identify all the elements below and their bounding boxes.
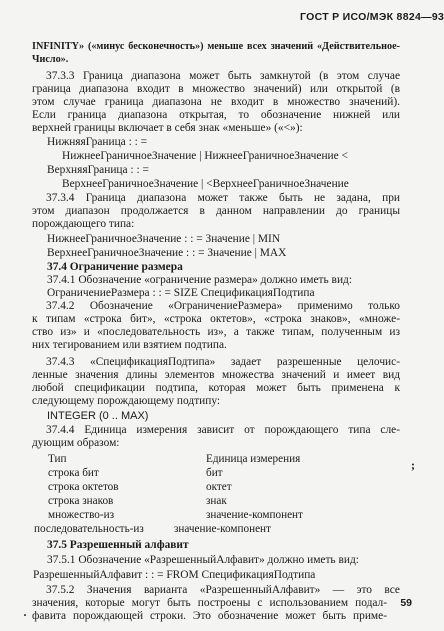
table-cell: бит — [206, 467, 223, 479]
text-line: 37.4.3 «СпецификацияПодтипа» задает разрешенные целочис- — [46, 356, 400, 368]
text-line: 37.5.1 Обозначение «РазрешенныйАлфавит» должно иметь вид: — [47, 554, 359, 566]
table-cell: строка бит — [48, 467, 99, 479]
text-line: INFINITY» («минус бесконечность») меньше всех значений «Действительное- — [32, 41, 400, 52]
text-line: 37.4.2 Обозначение «ОграничениеРазмера» применимо только — [46, 300, 400, 312]
text-line: к типам «строка бит», «строка октетов», «строка знаков», «множе- — [32, 313, 400, 325]
text-line: верхней границы включает в себя знак «меньше» («<»): — [32, 122, 303, 134]
text-line: 37.3.3 Граница диапазона может быть замкнутой (в этом случае — [46, 70, 400, 82]
formula-line: ОграничениеРазмера : : = SIZE СпецификацияПодтипа — [47, 287, 315, 299]
table-header-unit: Единица измерения — [206, 453, 301, 465]
formula-line: РазрешенныйАлфавит : : = FROM СпецификацияПодтипа — [33, 569, 316, 581]
table-cell: множество-из — [48, 509, 114, 521]
formula-line: INTEGER (0 .. MAX) — [47, 410, 149, 422]
text-line: Если граница диапазона открытая, то обозначение нижней или — [32, 109, 400, 121]
text-line: дующим образом: — [32, 437, 120, 449]
table-cell: строка октетов — [48, 481, 119, 493]
text-line: этом диапазон продолжается в данном направлении до границы — [32, 205, 400, 217]
text-line: 37.4.1 Обозначение «ограничение размера» должно иметь вид: — [47, 274, 352, 286]
section-heading: 37.4 Ограничение размера — [47, 261, 183, 273]
margin-mark: ; — [411, 458, 415, 472]
table-cell: значение-компонент — [174, 523, 271, 535]
text-line: ство из» и «последовательность из», а также типам, полученным из — [32, 326, 400, 338]
text-line: 37.5.2 Значения варианта «РазрешенныйАлфавит» — это все — [46, 584, 400, 596]
text-line: этом случае граница диапазона не входит в множество значений). — [32, 96, 400, 108]
table-cell: октет — [206, 481, 232, 493]
text-line: граница диапазона входит в множество значений) или открытой (в — [32, 83, 400, 95]
text-line: фавита порождающей строки. Это обозначение может быть приме- — [32, 610, 387, 622]
text-line: 37.4.4 Единица измерения зависит от порождающего типа сле- — [46, 424, 400, 436]
text-line: значения, которые могут быть построены с использованием подал- — [32, 597, 387, 609]
table-cell: значение-компонент — [206, 509, 303, 521]
text-line: ленные значения длины элементов множества значений и имеет вид — [32, 369, 400, 381]
formula-line: ВерхняяГраница : : = — [47, 164, 149, 176]
running-head: ГОСТ Р ИСО/МЭК 8824—93 — [300, 11, 444, 23]
formula-line: ВерхнееГраничноеЗначение | <ВерхнееГраничноеЗначение — [62, 178, 349, 190]
text-line: 37.3.4 Граница диапазона может также быть не задана, при — [46, 192, 400, 204]
formula-line: НижняяГраница : : = — [47, 136, 148, 148]
formula-line: НижнееГраничноеЗначение : : = Значение | MIN — [47, 233, 281, 245]
formula-line: ВерхнееГраничноеЗначение : : = Значение | MAX — [47, 247, 287, 259]
table-cell: строка знаков — [48, 495, 114, 507]
formula-line: НижнееГраничноеЗначение | НижнееГраничноеЗначение < — [62, 150, 348, 162]
page-number: 59 — [400, 597, 412, 609]
table-cell: знак — [206, 495, 227, 507]
text-line: Число». — [32, 54, 69, 65]
text-line: любой спецификации подтипа, которая может быть применена к — [32, 382, 400, 394]
text-line: них тегированием или взятием подтипа. — [32, 339, 227, 351]
table-header-type: Тип — [48, 453, 67, 465]
text-line: следующему порождающему подтипу: — [32, 395, 221, 407]
section-heading: 37.5 Разрешенный алфавит — [47, 539, 189, 551]
margin-dot: · — [23, 608, 28, 622]
text-line: порождающего типа: — [32, 218, 135, 230]
table-cell: последовательность-из — [34, 523, 144, 535]
